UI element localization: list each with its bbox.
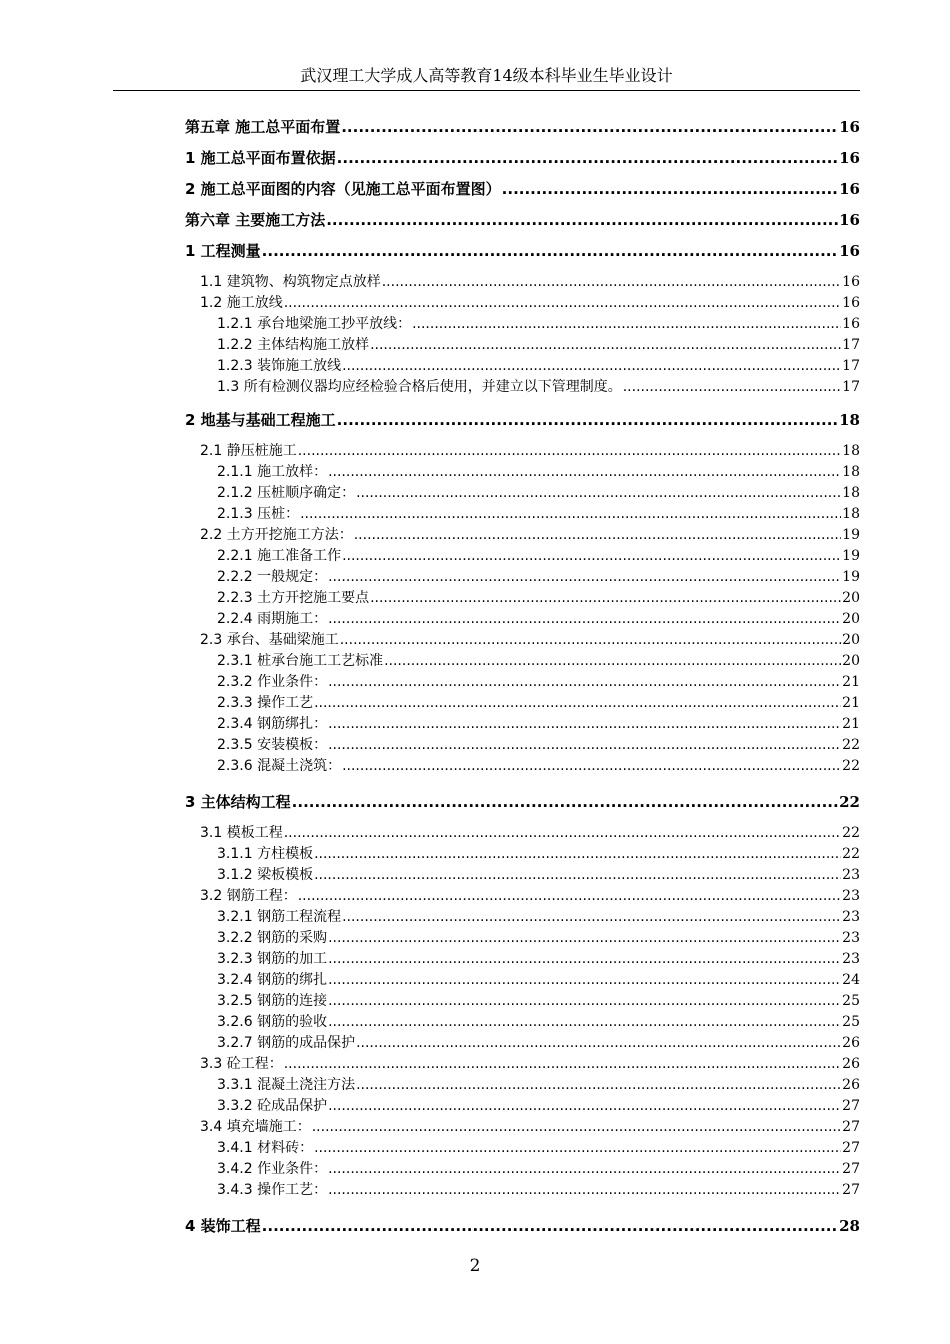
toc-dot-leader (326, 211, 838, 229)
toc-entry-title: 2.3.6 混凝土浇筑： (217, 758, 342, 774)
toc-dot-leader (328, 674, 841, 690)
toc-entry[interactable] (217, 1095, 860, 1115)
toc-entry[interactable] (217, 1158, 860, 1178)
toc-dot-leader (314, 1140, 841, 1156)
toc-entry-title: 3.3.2 砼成品保护 (217, 1098, 328, 1114)
toc-entry[interactable] (217, 587, 860, 607)
toc-entry-title: 第六章 主要施工方法 (185, 211, 326, 229)
toc-entry[interactable] (217, 313, 860, 333)
toc-dot-leader (337, 149, 838, 167)
toc-dot-leader (328, 951, 841, 967)
toc-entry-title: 3.2.2 钢筋的采购 (217, 930, 328, 946)
toc-dot-leader (328, 611, 841, 627)
toc-entry-page: 22 (842, 758, 860, 774)
toc-entry-title: 2 施工总平面图的内容（见施工总平面布置图） (185, 180, 501, 198)
toc-entry-title: 2.3.5 安装模板： (217, 737, 328, 753)
toc-dot-leader (328, 1098, 841, 1114)
toc-entry[interactable] (217, 376, 860, 396)
toc-entry-page: 27 (842, 1119, 860, 1135)
toc-entry[interactable] (200, 271, 860, 291)
toc-entry-title: 1.3 所有检测仪器均应经检验合格后使用，并建立以下管理制度。 (217, 379, 622, 395)
toc-entry[interactable] (200, 885, 860, 905)
toc-entry[interactable] (217, 692, 860, 712)
toc-dot-leader (342, 758, 841, 774)
toc-entry[interactable] (217, 948, 860, 968)
toc-entry-page: 20 (842, 590, 860, 606)
toc-entry-page: 27 (842, 1140, 860, 1156)
toc-entry-title: 3.1.1 方柱模板 (217, 846, 314, 862)
toc-entry-title: 1 施工总平面布置依据 (185, 149, 336, 167)
toc-dot-leader (298, 443, 841, 459)
toc-entry[interactable] (200, 440, 860, 460)
toc-entry[interactable] (217, 566, 860, 586)
toc-dot-leader (356, 485, 841, 501)
toc-entry-title: 3.2.3 钢筋的加工 (217, 951, 328, 967)
toc-entry-page: 18 (842, 506, 860, 522)
toc-entry-page: 17 (842, 337, 860, 353)
toc-dot-leader (284, 1056, 841, 1072)
toc-entry[interactable] (217, 1179, 860, 1199)
toc-entry[interactable] (185, 178, 860, 199)
toc-entry-title: 2.2 土方开挖施工方法： (200, 527, 353, 543)
toc-entry-page: 16 (842, 274, 860, 290)
toc-dot-leader (370, 590, 841, 606)
toc-entry-title: 3.1 模板工程 (200, 825, 283, 841)
toc-entry-page: 21 (842, 716, 860, 732)
toc-entry-title: 2.1.2 压桩顺序确定： (217, 485, 356, 501)
toc-dot-leader (328, 1161, 841, 1177)
toc-entry[interactable] (200, 1116, 860, 1136)
toc-entry[interactable] (185, 1215, 860, 1236)
toc-entry-title: 2 地基与基础工程施工 (185, 411, 336, 429)
toc-entry-title: 3.4.2 作业条件： (217, 1161, 328, 1177)
toc-entry-page: 25 (842, 993, 860, 1009)
toc-entry-page: 16 (842, 295, 860, 311)
toc-entry-page: 26 (842, 1035, 860, 1051)
toc-entry-page: 22 (842, 825, 860, 841)
toc-entry-title: 3.4 填充墙施工： (200, 1119, 311, 1135)
toc-entry-title: 2.2.2 一般规定： (217, 569, 328, 585)
toc-entry[interactable] (217, 355, 860, 375)
toc-dot-leader (328, 716, 841, 732)
toc-entry-page: 22 (839, 793, 860, 811)
toc-entry[interactable] (200, 1053, 860, 1073)
toc-entry[interactable] (217, 927, 860, 947)
toc-dot-leader (292, 793, 838, 811)
toc-dot-leader (337, 411, 838, 429)
toc-entry-page: 16 (839, 118, 860, 136)
toc-entry[interactable] (200, 629, 860, 649)
toc-entry-title: 2.3 承台、基础梁施工 (200, 632, 339, 648)
toc-dot-leader (340, 632, 841, 648)
toc-entry[interactable] (217, 1032, 860, 1052)
toc-dot-leader (328, 569, 841, 585)
toc-dot-leader (262, 242, 838, 260)
toc-entry-title: 3.4.1 材料砖： (217, 1140, 314, 1156)
toc-entry-title: 2.3.4 钢筋绑扎： (217, 716, 328, 732)
toc-entry[interactable] (217, 843, 860, 863)
toc-entry[interactable] (217, 482, 860, 502)
toc-entry[interactable] (185, 147, 860, 168)
toc-dot-leader (298, 888, 841, 904)
header-divider (113, 90, 860, 91)
toc-entry[interactable] (217, 334, 860, 354)
toc-entry-title: 2.1.3 压桩： (217, 506, 300, 522)
toc-entry-page: 23 (842, 909, 860, 925)
toc-entry-page: 18 (842, 464, 860, 480)
toc-entry-page: 19 (842, 527, 860, 543)
toc-entry-title: 1.2.1 承台地梁施工抄平放线： (217, 316, 412, 332)
toc-entry-title: 3.2.5 钢筋的连接 (217, 993, 328, 1009)
toc-entry[interactable] (217, 734, 860, 754)
toc-dot-leader (328, 930, 841, 946)
toc-entry-title: 2.3.1 桩承台施工工艺标准 (217, 653, 384, 669)
toc-entry[interactable] (217, 461, 860, 481)
toc-entry-page: 26 (842, 1056, 860, 1072)
toc-entry[interactable] (185, 209, 860, 230)
toc-dot-leader (284, 295, 841, 311)
toc-entry[interactable] (200, 822, 860, 842)
toc-entry-page: 16 (839, 180, 860, 198)
toc-entry-title: 3.1.2 梁板模板 (217, 867, 314, 883)
toc-entry-page: 21 (842, 695, 860, 711)
toc-entry[interactable] (185, 791, 860, 812)
toc-entry-page: 23 (842, 951, 860, 967)
toc-entry[interactable] (217, 713, 860, 733)
toc-entry[interactable] (185, 116, 860, 137)
toc-dot-leader (382, 274, 841, 290)
toc-dot-leader (300, 506, 841, 522)
toc-entry-page: 18 (842, 443, 860, 459)
toc-entry-title: 3.3.1 混凝土浇注方法 (217, 1077, 356, 1093)
toc-entry-page: 21 (842, 674, 860, 690)
toc-entry[interactable] (217, 969, 860, 989)
toc-entry[interactable] (217, 545, 860, 565)
toc-entry-title: 3.2.1 钢筋工程流程 (217, 909, 342, 925)
toc-entry-title: 2.2.3 土方开挖施工要点 (217, 590, 370, 606)
toc-entry-title: 第五章 施工总平面布置 (185, 118, 341, 136)
toc-entry-page: 16 (839, 211, 860, 229)
toc-entry-title: 3.4.3 操作工艺： (217, 1182, 328, 1198)
toc-dot-leader (623, 379, 841, 395)
toc-entry[interactable] (217, 906, 860, 926)
page-header: 武汉理工大学成人高等教育14级本科毕业生毕业设计 (300, 66, 673, 85)
toc-entry[interactable] (185, 240, 860, 261)
toc-entry[interactable] (217, 503, 860, 523)
toc-entry-page: 23 (842, 930, 860, 946)
page-number: 2 (469, 1256, 481, 1276)
toc-entry[interactable] (217, 650, 860, 670)
toc-dot-leader (314, 867, 841, 883)
toc-entry-page: 25 (842, 1014, 860, 1030)
toc-dot-leader (341, 118, 838, 136)
toc-entry-page: 17 (842, 379, 860, 395)
toc-entry-page: 27 (842, 1161, 860, 1177)
toc-entry-page: 20 (842, 632, 860, 648)
toc-dot-leader (328, 1014, 841, 1030)
toc-entry-page: 22 (842, 737, 860, 753)
toc-dot-leader (314, 695, 841, 711)
toc-entry-title: 3.3 砼工程： (200, 1056, 283, 1072)
toc-entry-page: 27 (842, 1182, 860, 1198)
toc-entry-page: 28 (839, 1217, 860, 1235)
toc-entry-page: 19 (842, 569, 860, 585)
toc-entry[interactable] (217, 671, 860, 691)
toc-entry-title: 2.2.4 雨期施工： (217, 611, 328, 627)
toc-dot-leader (284, 825, 841, 841)
toc-entry[interactable] (217, 1011, 860, 1031)
toc-entry[interactable] (217, 755, 860, 775)
toc-entry-page: 23 (842, 867, 860, 883)
toc-entry-page: 27 (842, 1098, 860, 1114)
toc-dot-leader (312, 1119, 841, 1135)
toc-entry-title: 1.1 建筑物、构筑物定点放样 (200, 274, 381, 290)
toc-entry-page: 18 (842, 485, 860, 501)
toc-entry[interactable] (200, 292, 860, 312)
toc-entry-page: 19 (842, 548, 860, 564)
toc-entry-page: 26 (842, 1077, 860, 1093)
toc-entry-page: 16 (842, 316, 860, 332)
toc-entry-title: 1 工程测量 (185, 242, 261, 260)
toc-dot-leader (356, 1035, 841, 1051)
toc-entry[interactable] (217, 864, 860, 884)
toc-entry-page: 20 (842, 611, 860, 627)
toc-entry-title: 1.2 施工放线 (200, 295, 283, 311)
toc-entry-title: 2.1 静压桩施工 (200, 443, 297, 459)
toc-entry-title: 3.2 钢筋工程： (200, 888, 297, 904)
toc-entry-title: 1.2.3 装饰施工放线 (217, 358, 342, 374)
toc-dot-leader (502, 180, 838, 198)
toc-entry-title: 3.2.6 钢筋的验收 (217, 1014, 328, 1030)
toc-entry-title: 1.2.2 主体结构施工放样 (217, 337, 370, 353)
toc-entry-page: 16 (839, 242, 860, 260)
toc-entry-page: 17 (842, 358, 860, 374)
toc-entry[interactable] (217, 608, 860, 628)
toc-entry-title: 4 装饰工程 (185, 1217, 261, 1235)
toc-dot-leader (342, 909, 841, 925)
toc-entry-title: 2.3.2 作业条件： (217, 674, 328, 690)
toc-entry-title: 3.2.7 钢筋的成品保护 (217, 1035, 356, 1051)
toc-entry-page: 22 (842, 846, 860, 862)
toc-dot-leader (328, 737, 841, 753)
toc-entry-title: 3.2.4 钢筋的绑扎 (217, 972, 328, 988)
toc-dot-leader (370, 337, 841, 353)
toc-dot-leader (314, 846, 841, 862)
toc-entry[interactable] (217, 1137, 860, 1157)
toc-dot-leader (342, 548, 841, 564)
toc-entry[interactable] (200, 524, 860, 544)
toc-entry-page: 16 (839, 149, 860, 167)
toc-dot-leader (262, 1217, 838, 1235)
toc-entry-title: 2.2.1 施工准备工作 (217, 548, 342, 564)
toc-entry[interactable] (217, 990, 860, 1010)
toc-dot-leader (328, 972, 841, 988)
toc-dot-leader (328, 464, 841, 480)
toc-dot-leader (328, 993, 841, 1009)
toc-dot-leader (342, 358, 841, 374)
toc-dot-leader (412, 316, 841, 332)
toc-entry-title: 2.1.1 施工放样： (217, 464, 328, 480)
toc-entry-title: 2.3.3 操作工艺 (217, 695, 314, 711)
toc-dot-leader (354, 527, 841, 543)
toc-entry-title: 3 主体结构工程 (185, 793, 291, 811)
toc-entry-page: 18 (839, 411, 860, 429)
toc-dot-leader (328, 1182, 841, 1198)
toc-entry-page: 24 (842, 972, 860, 988)
toc-dot-leader (384, 653, 841, 669)
toc-entry-page: 20 (842, 653, 860, 669)
toc-entry[interactable] (217, 1074, 860, 1094)
toc-entry-page: 23 (842, 888, 860, 904)
toc-dot-leader (356, 1077, 841, 1093)
toc-entry[interactable] (185, 409, 860, 430)
